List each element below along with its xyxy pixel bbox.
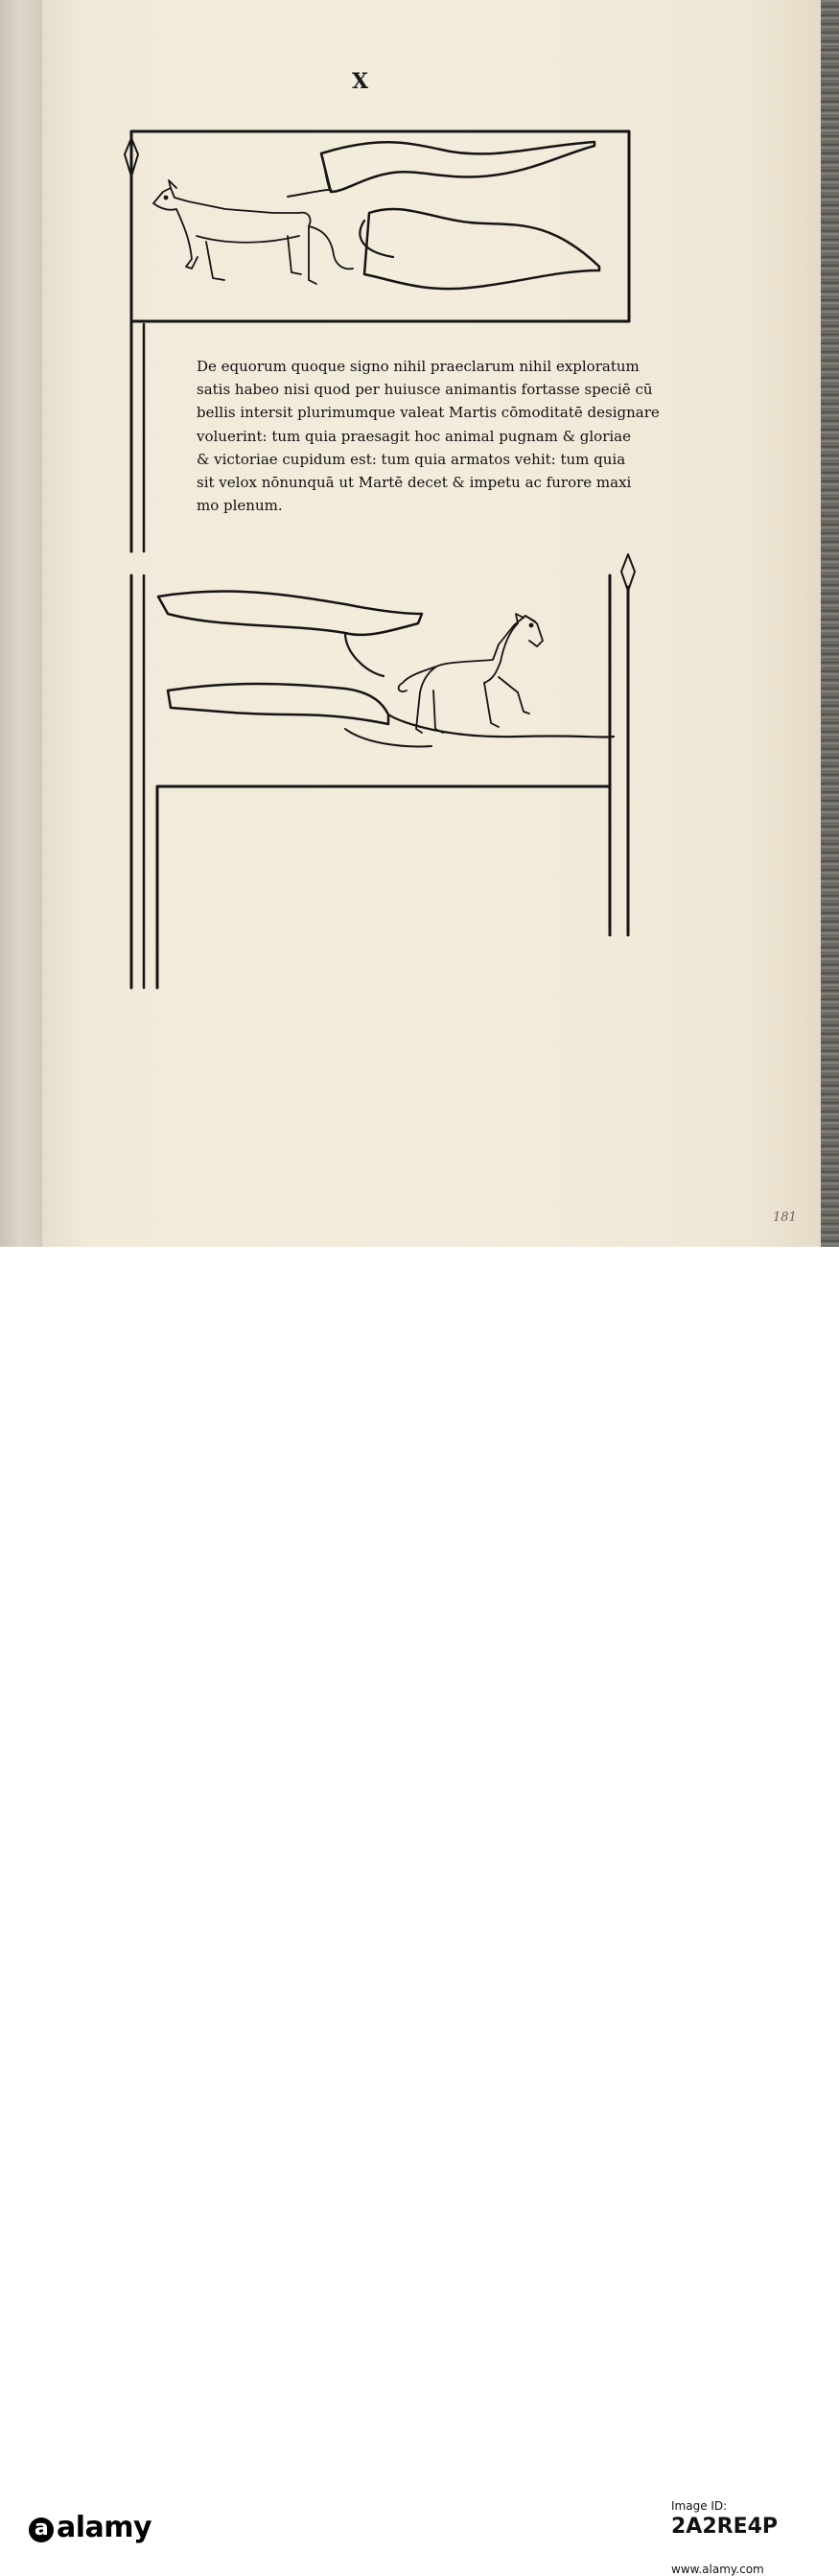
lower-ribbon-top bbox=[158, 592, 422, 635]
image-id-label: Image ID: bbox=[671, 2499, 728, 2513]
text-line: De equorum quoque signo nihil praeclarum nihil exploratum bbox=[197, 358, 640, 375]
text-line: bellis intersit plurimumque valeat Martis cōmoditatē designare bbox=[197, 404, 660, 422]
image-id: 2A2RE4P bbox=[671, 2515, 779, 2539]
text-line: mo plenum. bbox=[197, 497, 283, 515]
lower-ribbon-bottom bbox=[168, 684, 388, 724]
image-id-block bbox=[671, 2499, 778, 2539]
lower-spearhead bbox=[621, 554, 635, 591]
upper-ribbon-top bbox=[321, 142, 594, 192]
woodcut-illustrations bbox=[0, 0, 839, 1247]
text-line: & victoriae cupidum est: tum quia armatos vehit: tum quia bbox=[197, 450, 626, 468]
horse-illustration bbox=[399, 614, 543, 733]
wolf-illustration bbox=[153, 180, 353, 284]
upper-ribbon-bottom bbox=[364, 209, 599, 289]
text-line: sit velox nōnunquā ut Martē decet & impetu ac furore maxi bbox=[197, 474, 632, 492]
page-mark: X bbox=[352, 69, 369, 94]
book-scan bbox=[0, 0, 839, 1247]
stock-url: www.alamy.com bbox=[671, 2563, 764, 2576]
text-line: voluerint: tum quia praesagit hoc animal pugnam & gloriae bbox=[197, 427, 631, 445]
alamy-logo bbox=[29, 2511, 151, 2544]
latin-text-block bbox=[197, 355, 660, 517]
folio-number: 181 bbox=[773, 1210, 797, 1225]
logo-mark-icon: a bbox=[29, 2517, 54, 2542]
stock-footer bbox=[0, 1247, 839, 2576]
text-line: satis habeo nisi quod per huiusce animantis fortasse speciē cū bbox=[197, 381, 653, 399]
brand-name: alamy bbox=[57, 2511, 152, 2544]
